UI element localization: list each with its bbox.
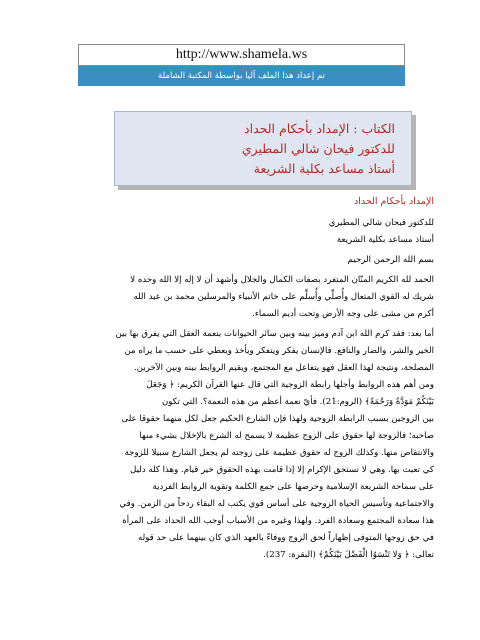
paragraph-2 bbox=[46, 326, 434, 564]
paragraph-line: بَيْنَكُمْ مَوَدَّةً وَرَحْمَةً﴾ (الروم:21). فأيّ نعمة أعظم من هذه النعمة؟. التي تكون bbox=[162, 397, 434, 407]
paragraph-line: صاحبه؛ فالزوجة لها حقوق على الزوج عظيمة لا يسمح له الشرع بالإخلال بشيء منها bbox=[139, 431, 434, 441]
basmala: بسم الله الرحمن الرحيم bbox=[347, 255, 434, 265]
book-info-box bbox=[114, 111, 412, 186]
book-title: الكتاب : الإمداد بأحكام الحداد bbox=[244, 121, 395, 136]
paragraph-line: والانتقاص منها. وكذلك الزوج له حقوق عظيمة على زوجته لم يجعل الشارع سبيلا للزوجة bbox=[124, 448, 434, 458]
author-position: أستاذ مساعد بكلية الشريعة bbox=[253, 161, 395, 176]
paragraph-line: والاجتماعية وتأسيس الحياة الزوجية على أساس قوي يكتب له البقاء ردحاً من الزمن. وفي bbox=[119, 499, 434, 509]
paragraph-line: على سماحة الشريعة الإسلامية وحرصها على جمع الكلمة وتقوية الروابط الفردية bbox=[152, 482, 434, 492]
paragraph-line: الخير والشر، والضار والنافع. فالإنسان يفكر ويتفكر ويأخذ ويعطي على حسب ما يراه من bbox=[124, 346, 434, 356]
paragraph-line: في حق زوجها المتوفى إظهاراً لحق الزوج ووفاءً بالعهد الذي كان بينهما على حد قوله bbox=[137, 533, 434, 543]
book-author: للدكتور فيحان شالي المطيري bbox=[241, 141, 395, 156]
paragraph-line: الحمد لله الكريم المنّان المتفرد بصفات الكمال والجلال وأشهد أن لا إله إلا الله وحده لا bbox=[130, 275, 434, 285]
paragraph-line: ومن أهم هذه الروابط وأجلها رابطة الزوجية التي قال عنها القرآن الكريم: ﴿ وَجَعَلَ bbox=[146, 380, 434, 390]
paragraph-line: تعالى: ﴿ وَلا تَنْسَوُا الْفَضْلَ بَيْنَكُمْ﴾ (البقرة: 237). bbox=[263, 550, 434, 560]
paragraph-line: كي تعبث بها. وهي لا تستحق الإكرام إلا إذا قامت بهذه الحقوق خير قيام. وهذا كله دليل bbox=[130, 465, 434, 475]
paragraph-line: أكرم من مشى على وجه الأرض وتحت أديم السماء. bbox=[252, 309, 434, 319]
paragraph-line: هذا سعادة المجتمع وسعادة الفرد. ولهذا وغيره من الأسباب أوجب الله الحداد على المرأة bbox=[122, 516, 434, 526]
paragraph-1 bbox=[46, 272, 434, 323]
author-line: للدكتور فيحان شالي المطيري bbox=[328, 218, 434, 228]
position-line: أستاذ مساعد بكلية الشريعة bbox=[336, 235, 434, 245]
generated-by-banner: تم إعداد هذا الملف آليا بواسطة المكتبة الشاملة bbox=[78, 66, 405, 86]
paragraph-line: أما بعد: فقد كرم الله ابن آدم وميز بينه وبين سائر الحيوانات بنعمة العقل التي يفرق بها بين bbox=[115, 329, 434, 339]
paragraph-line: بين الزوجين بسبب الرابطة الزوجية ولهذا فإن الشارع الحكيم جعل لكل منهما حقوقا على bbox=[121, 414, 434, 424]
document-body bbox=[46, 192, 434, 564]
paragraph-line: شريك له القوي المتعال وأُصلِّي وأُسلِّم على خاتم الأنبياء والمرسلين محمد بن عبد الله bbox=[133, 292, 434, 302]
section-title: الإمداد بأحكام الحداد bbox=[354, 196, 434, 207]
paragraph-line: المصلحة، ونتيجة لهذا العقل فهو يتفاعل مع المجتمع، ويقيم الروابط بينه وبين الآخرين. bbox=[134, 363, 434, 373]
site-url[interactable]: http://www.shamela.ws bbox=[78, 44, 405, 66]
